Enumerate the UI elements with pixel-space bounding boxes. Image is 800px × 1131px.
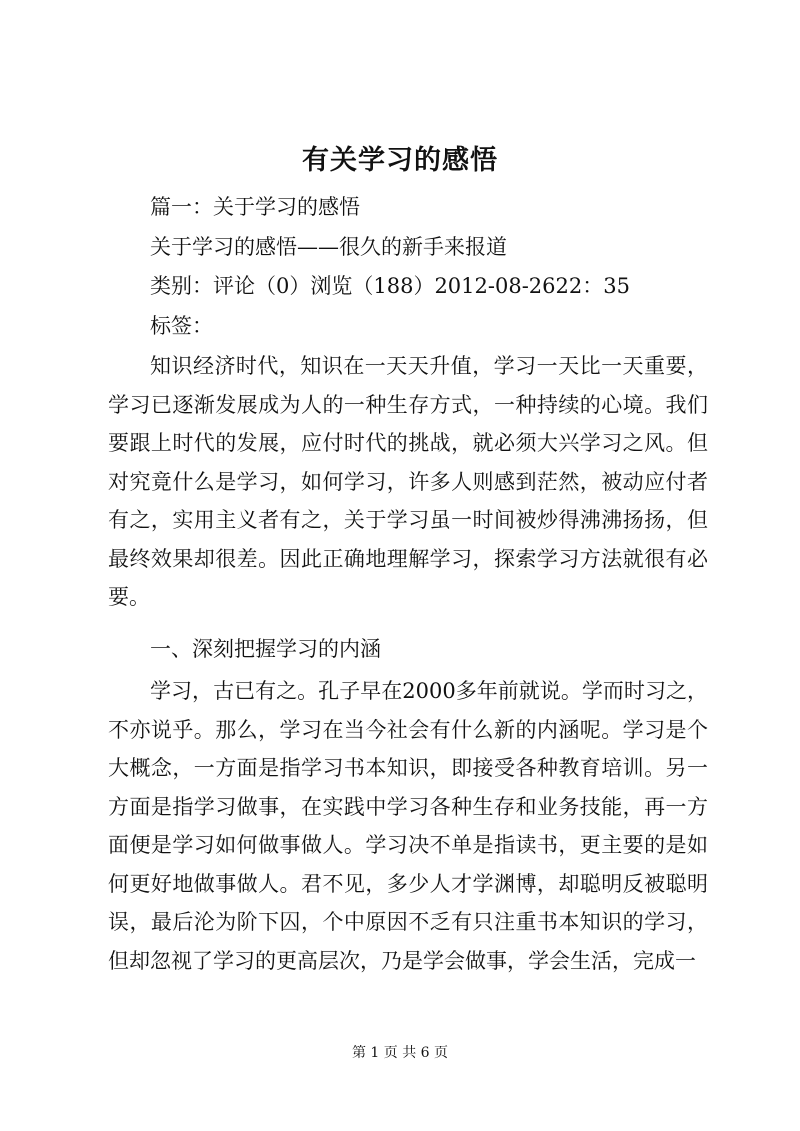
paragraph-intro: 知识经济时代，知识在一天天升值，学习一天比一天重要，学习已逐渐发展成为人的一种生存方式，一种持续的心境。我们要跟上时代的发展，应付时代的挑战，就必须大兴学习之风。但对究竟什么是学习，如何学习，许多人则感到茫然，被动应付者有之，实用主义者有之，关于学习虽一时间被炒得沸沸扬扬，但最终效果却很差。因此正确地理解学习，探索学习方法就很有必要。: [108, 354, 708, 609]
paragraph-meaning: 学习，古已有之。孔子早在2000多年前就说。学而时习之，不亦说乎。那么，学习在当今社会有什么新的内涵呢。学习是个大概念，一方面是指学习书本知识，即接受各种教育培训。另一方面是指学习做事，在实践中学习各种生存和业务技能，再一方面便是学习如何做事做人。学习决不单是指读书，更主要的是如何更好地做事做人。君不见，多少人才学渊博，却聪明反被聪明误，最后沦为阶下囚，个中原因不乏有只注重书本知识的学习，但却忽视了学习的更高层次，乃是学会做事，学会生活，完成一: [108, 679, 708, 973]
article-subtitle: 关于学习的感悟——很久的新手来报道: [150, 235, 507, 259]
section-heading: 篇一：关于学习的感悟: [150, 195, 360, 219]
article-tags: 标签：: [150, 314, 213, 338]
document-title: 有关学习的感悟: [302, 145, 498, 176]
article-meta: 类别：评论（0）浏览（188）2012-08-2622：35: [150, 274, 630, 298]
page-footer: 第 1 页 共 6 页: [351, 1045, 449, 1061]
subheading-1: 一、深刻把握学习的内涵: [150, 637, 381, 661]
